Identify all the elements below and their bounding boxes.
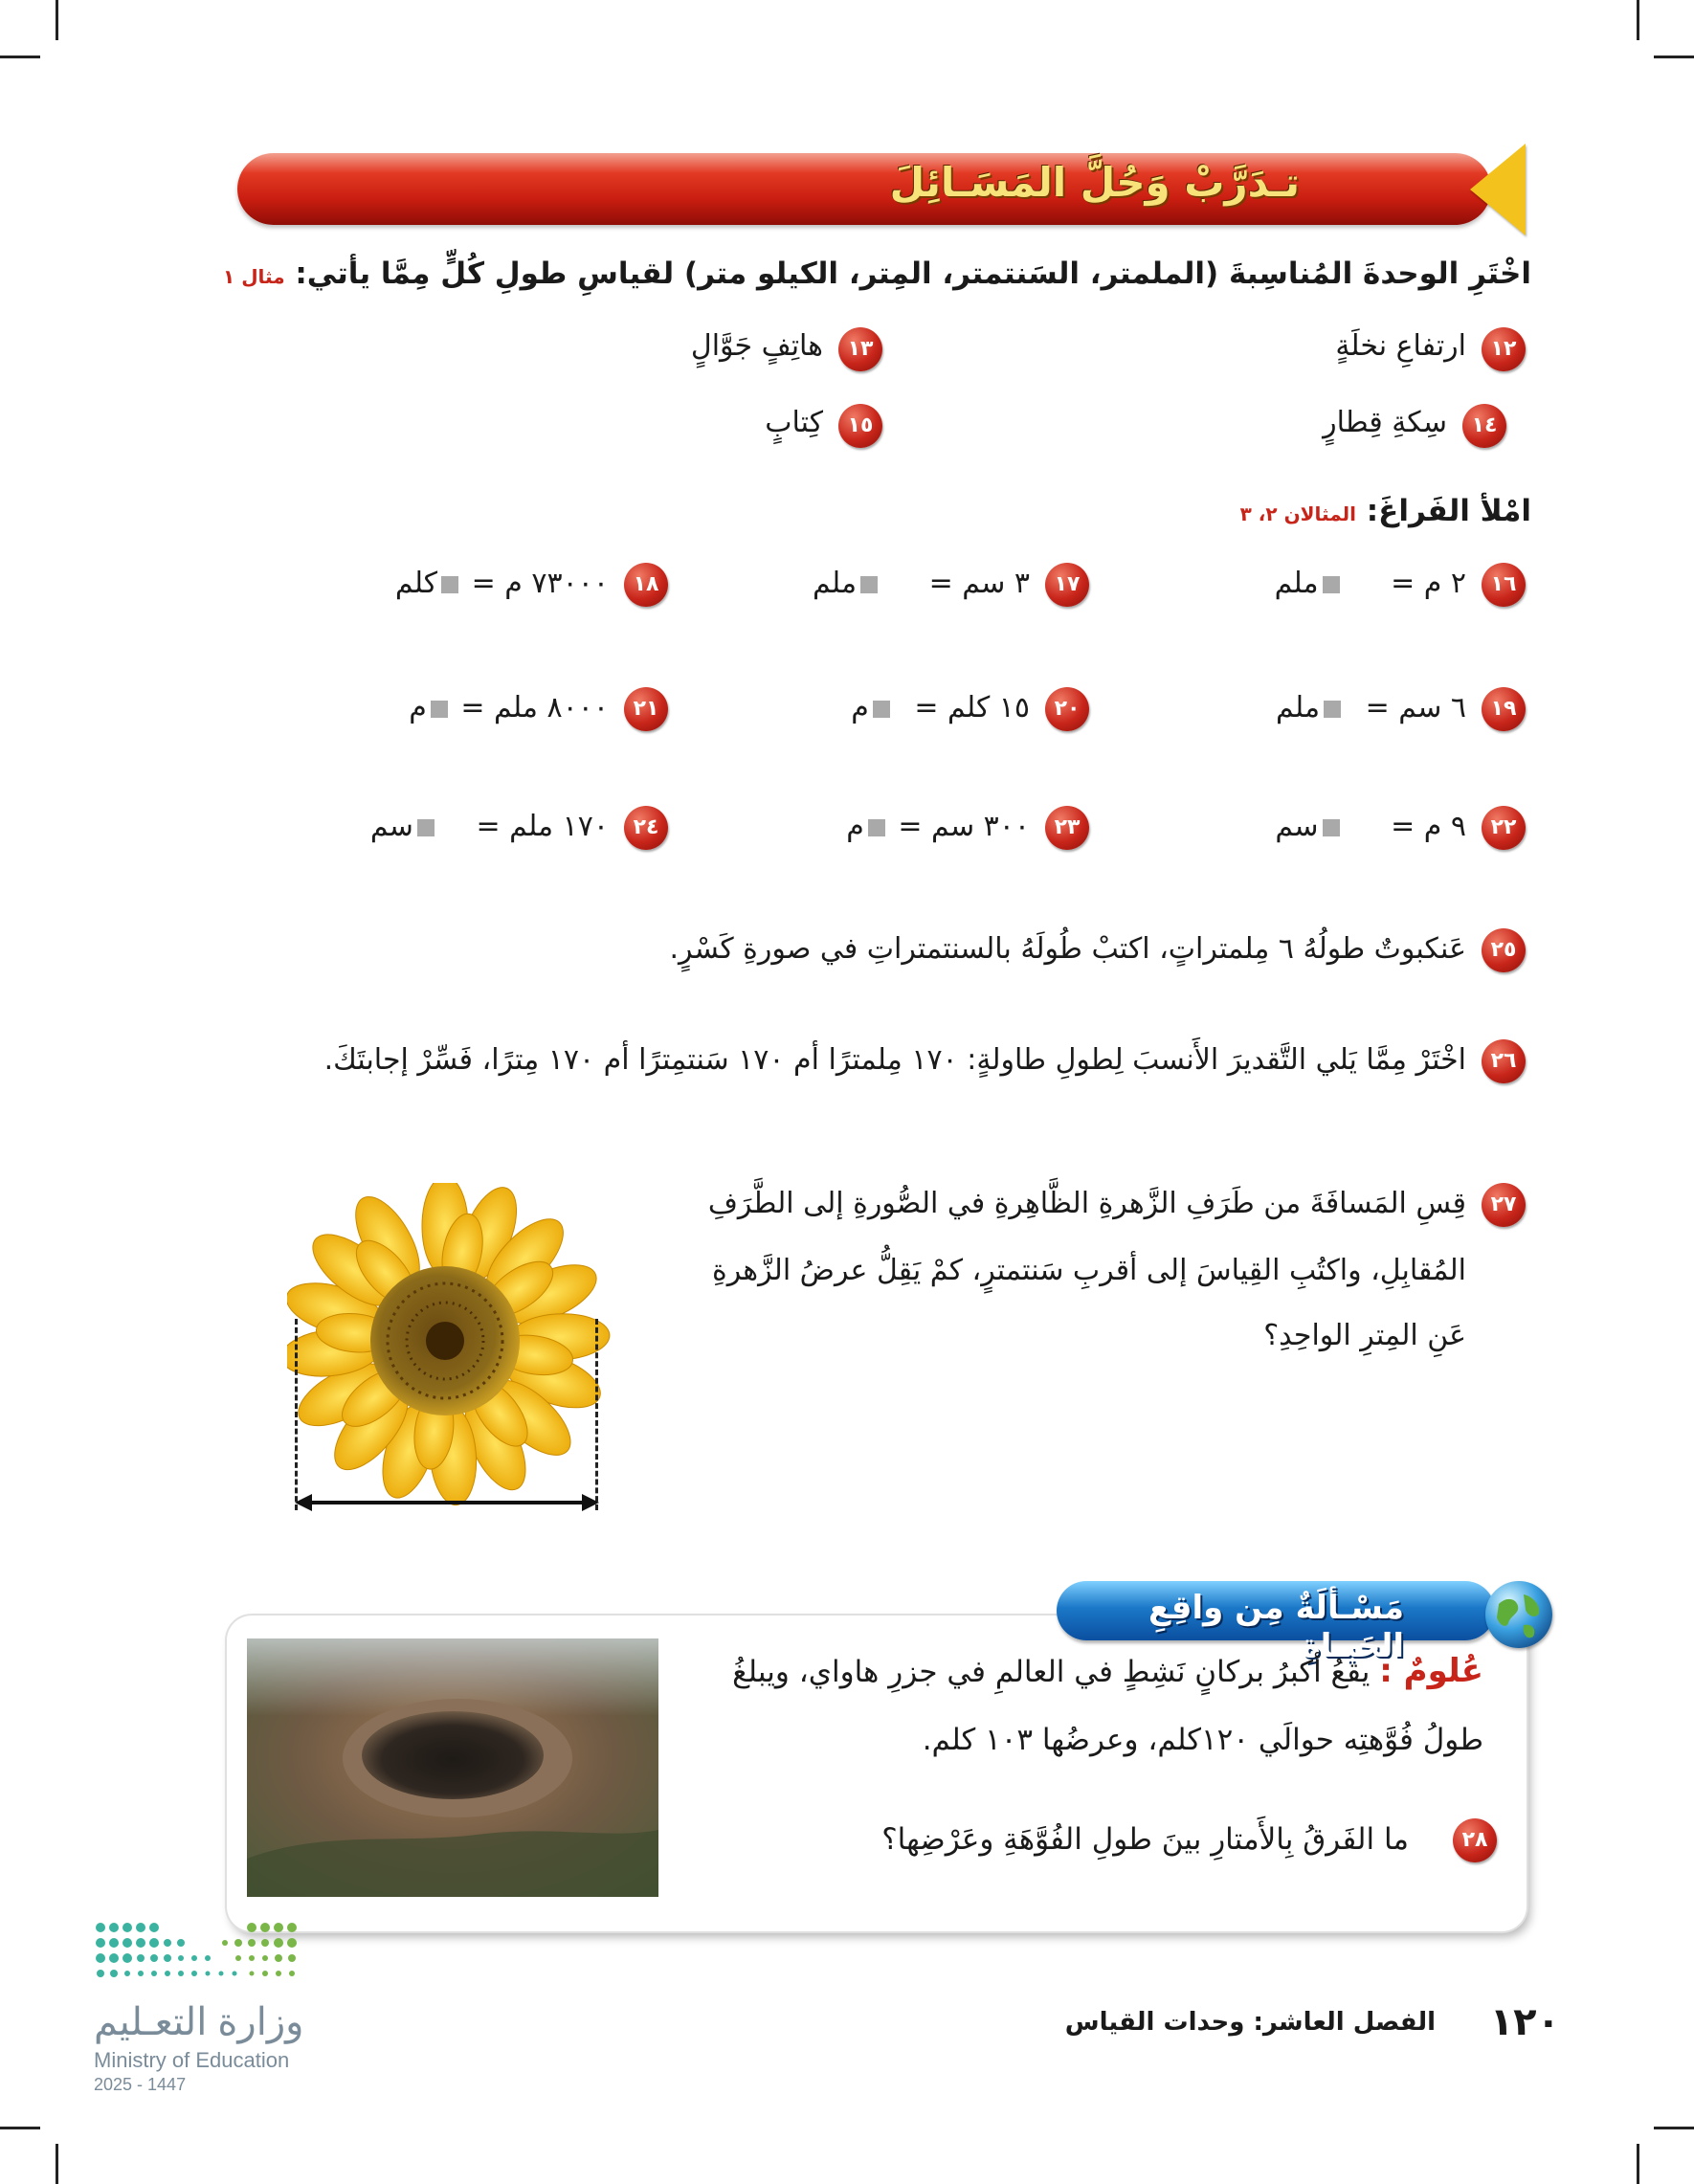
question-badge: ١٨ — [624, 563, 668, 607]
conversion-item — [409, 691, 609, 724]
crop-mark — [0, 56, 40, 58]
conversion-right: سم — [369, 810, 413, 843]
conversion-right: ملم — [813, 567, 858, 600]
crop-mark — [1654, 2127, 1694, 2129]
science-text-line2: طولُ فُوَّهتِه حوالَي ١٢٠كلم، وعرضُها ١٠٣ كلم. — [922, 1723, 1483, 1757]
conversion-right: م — [846, 810, 864, 843]
conversion-left: ٢ م = — [1391, 567, 1466, 600]
conversion-right: ملم — [1274, 567, 1319, 600]
question-text: عَنكبوتٌ طولُهُ ٦ مِلمتراتٍ، اكتبْ طُولَهُ بالسنتمتراتِ في صورةِ كَسْرٍ. — [669, 932, 1466, 966]
conversion-item — [813, 567, 1030, 600]
ministry-name-ar: وزارة التعـليم — [94, 2001, 304, 2043]
volcano-crater-image — [247, 1638, 658, 1897]
conversion-left: ٣٠٠ سم = — [898, 810, 1030, 843]
part1-heading — [223, 256, 1531, 291]
blank-box — [1323, 576, 1340, 593]
question-badge: ١٦ — [1482, 563, 1526, 607]
conversion-left: ٩ م = — [1391, 810, 1466, 843]
part1-instruction: اخْتَرِ الوحدةَ المُناسِبةَ (الملمتر، السَنتمتر، المِتر، الكيلو متر) لقياسِ طولِ كُلٍّ مِمَّا يأتي: — [295, 256, 1531, 291]
conversion-left: ٧٣٠٠٠ م = — [471, 567, 609, 600]
crop-mark — [56, 2144, 58, 2184]
question-badge: ١٧ — [1045, 563, 1089, 607]
conversion-left: ٨٠٠٠ ملم = — [460, 691, 609, 724]
question-badge: ١٤ — [1462, 404, 1506, 448]
question-badge: ٢٢ — [1482, 806, 1526, 850]
conversion-item — [1276, 691, 1466, 724]
globe-icon — [1485, 1581, 1552, 1648]
measure-dash-right — [595, 1319, 598, 1510]
conversion-item — [370, 810, 609, 843]
part2-heading — [1240, 494, 1531, 528]
conversion-right: م — [409, 691, 427, 724]
question-badge: ١٥ — [838, 404, 882, 448]
conversion-left: ٣ سم = — [928, 567, 1030, 600]
blank-box — [860, 576, 878, 593]
blank-box — [873, 701, 890, 718]
ministry-logo-icon — [91, 1918, 301, 1995]
question-badge: ١٢ — [1482, 327, 1526, 371]
question-badge: ٢١ — [624, 687, 668, 731]
blank-box — [441, 576, 458, 593]
conversion-left: ١٧٠ ملم = — [476, 810, 609, 843]
question-badge: ٢٥ — [1482, 928, 1526, 972]
question-badge: ١٣ — [838, 327, 882, 371]
ministry-name-en: Ministry of Education — [94, 2048, 290, 2072]
question-badge: ١٩ — [1482, 687, 1526, 731]
measure-arrow-icon — [295, 1491, 599, 1514]
part2-ref: المثالان ٢، ٣ — [1239, 502, 1356, 525]
question-badge: ٢٨ — [1453, 1818, 1497, 1862]
real-life-title: مَسْـألَةٌ مِن واقِعِ الحَيـاةِ — [1148, 1589, 1404, 1665]
conversion-item — [846, 810, 1030, 843]
science-paragraph-line1 — [732, 1652, 1483, 1690]
question-text: ارتفاعِ نخلَةٍ — [1335, 329, 1466, 363]
conversion-item — [395, 567, 609, 600]
question-text: ما الفَرقُ بِالأَمتارِ بينَ طولِ الفُوَّهَةِ وعَرْضِها؟ — [881, 1822, 1409, 1857]
section-banner — [237, 153, 1491, 225]
question-badge: ٢٠ — [1045, 687, 1089, 731]
question-line: قِسِ المَسافَةَ من طَرَفِ الزَّهرةِ الظَّاهِرةِ في الصُّورةِ إلى الطَّرَفِ — [707, 1187, 1466, 1220]
conversion-right: كلم — [394, 567, 438, 600]
conversion-item — [1275, 810, 1466, 843]
question-text: اخْتَرْ مِمَّا يَلي التَّقديرَ الأَنسبَ لِطولِ طاولةٍ: ١٧٠ مِلمترًا أم ١٧٠ سَنتمِترًا أم ١٧٠ مِترًا، فَسِّرْ إجابتَكَ. — [323, 1043, 1466, 1077]
conversion-right: سم — [1275, 810, 1319, 843]
section-title: تـدَرَّبْ وَحُلَّ المَسَـائِلَ — [889, 159, 1300, 206]
science-label: عُلومٌ : — [1379, 1652, 1483, 1690]
question-badge: ٢٧ — [1482, 1183, 1526, 1227]
crop-mark — [1654, 56, 1694, 58]
blank-box — [868, 819, 885, 836]
blank-box — [1324, 701, 1341, 718]
blank-box — [417, 819, 435, 836]
question-badge: ٢٤ — [624, 806, 668, 850]
conversion-right: م — [851, 691, 869, 724]
conversion-left: ٦ سم = — [1365, 691, 1466, 724]
question-line: المُقابِلِ، واكتُبِ القِياسَ إلى أقربِ سَنتمترٍ، كمْ يَقِلُّ عرضُ الزَّهرةِ — [712, 1254, 1466, 1287]
question-text: سِكةِ قِطارٍ — [1323, 406, 1447, 439]
measure-dash-left — [295, 1319, 298, 1510]
blank-box — [431, 701, 448, 718]
crop-mark — [1637, 0, 1639, 40]
conversion-item — [851, 691, 1030, 724]
question-badge: ٢٦ — [1482, 1039, 1526, 1083]
part1-ref: مثال ١ — [223, 265, 285, 288]
question-line: عَنِ المِترِ الواحِدِ؟ — [1263, 1319, 1466, 1352]
crop-mark — [1637, 2144, 1639, 2184]
blank-box — [1323, 819, 1340, 836]
science-text-line1: يقعُ أكبرُ بركانٍ نَشِطٍ في العالمِ في جزرِ هاواي، ويبلغُ — [732, 1655, 1371, 1689]
crop-mark — [0, 2127, 40, 2129]
question-badge: ٢٣ — [1045, 806, 1089, 850]
page-number: ١٢٠ — [1489, 2000, 1560, 2044]
chapter-title: وحدات القياس — [1064, 2008, 1245, 2037]
question-text: هاتِفٍ جَوَّالٍ — [690, 329, 823, 363]
part2-instruction: امْلأ الفَراغَ: — [1366, 494, 1531, 528]
crop-mark — [56, 0, 58, 40]
real-life-header — [1057, 1581, 1495, 1665]
chapter-label: الفصل العاشر: — [1253, 2008, 1436, 2037]
sunflower-image — [287, 1183, 613, 1508]
question-text: كِتابٍ — [765, 406, 823, 439]
chapter-footer — [1065, 2008, 1436, 2037]
conversion-item — [1275, 567, 1466, 600]
conversion-left: ١٥ كلم = — [914, 691, 1030, 724]
ministry-year: 2025 - 1447 — [94, 2075, 187, 2094]
conversion-right: ملم — [1276, 691, 1321, 724]
banner-arrow-icon — [1470, 144, 1526, 235]
